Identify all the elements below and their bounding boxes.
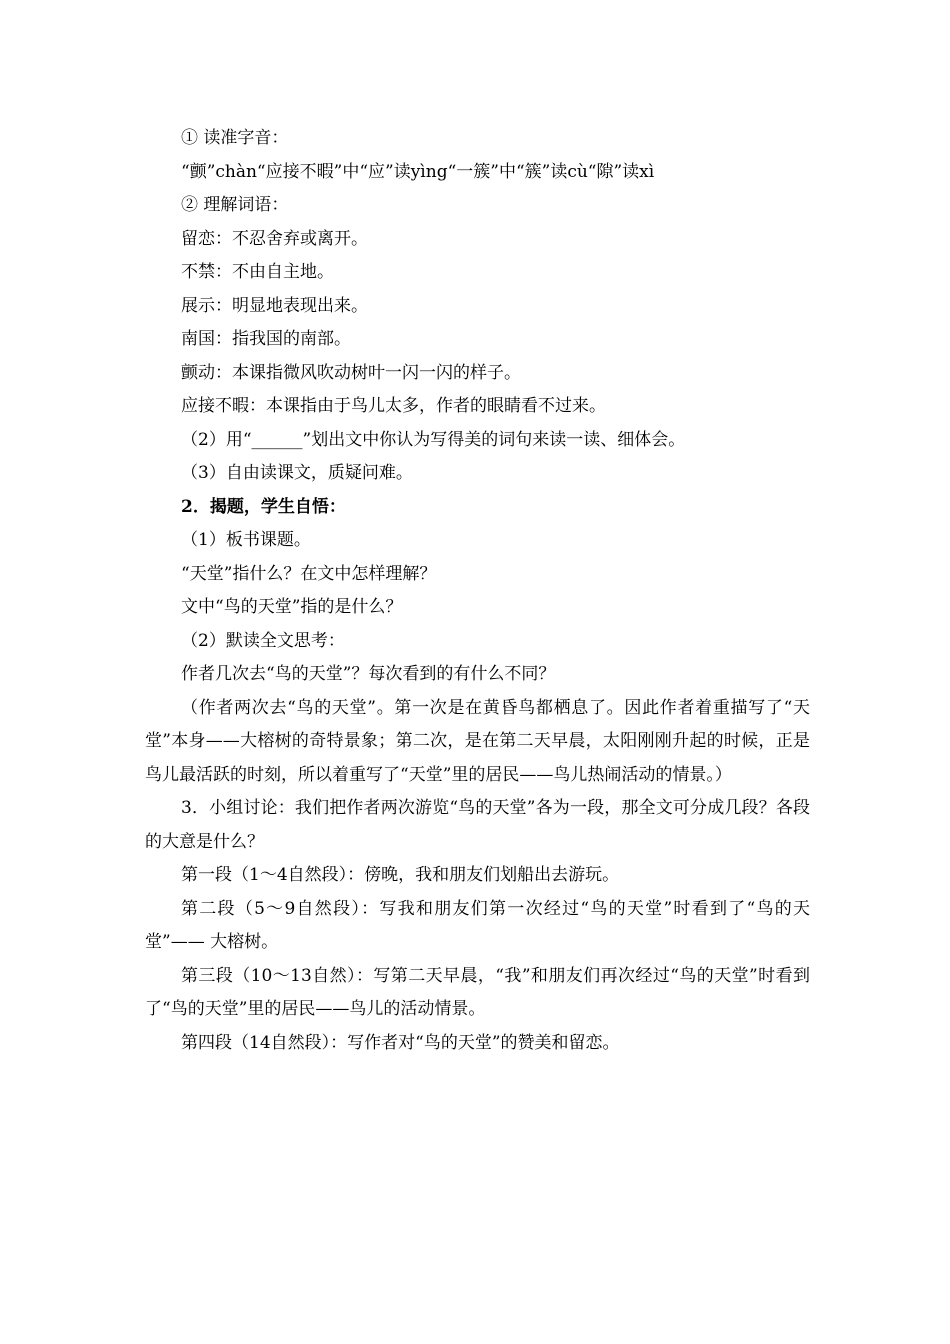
- instruction-paragraph: （2）用“______”划出文中你认为写得美的词句来读一读、细体会。: [181, 429, 686, 450]
- document-body: [145, 122, 810, 1060]
- instruction-paragraph: （1）板书课题。: [181, 530, 311, 550]
- question-paragraph: 文中“鸟的天堂”指的是什么？: [181, 597, 403, 617]
- section-summary: 第二段（5～9自然段）：写我和朋友们第一次经过“鸟的天堂”时看到了“鸟的天堂”—— 大榕树。: [145, 898, 810, 952]
- vocab-item: 颤动：本课指微风吹动树叶一闪一闪的样子。: [181, 362, 521, 383]
- instruction-paragraph: （2）默读全文思考：: [181, 630, 345, 651]
- discussion-paragraph: 3．小组讨论：我们把作者两次游览“鸟的天堂”各为一段，那全文可分成几段？各段的大意是什么？: [145, 798, 810, 852]
- section-heading-pronunciation: ① 读准字音：: [181, 128, 289, 148]
- instruction-paragraph: （3）自由读课文，质疑问难。: [181, 463, 413, 483]
- section-summary: 第三段（10～13自然）：写第二天早晨，“我”和朋友们再次经过“鸟的天堂”时看到了“鸟的天堂”里的居民——鸟儿的活动情景。: [145, 965, 810, 1019]
- section-heading-vocabulary: ② 理解词语：: [181, 195, 289, 215]
- question-paragraph: “天堂”指什么？在文中怎样理解？: [181, 563, 437, 584]
- answer-paragraph: （作者两次去“鸟的天堂”。第一次是在黄昏鸟都栖息了。因此作者着重描写了“天堂”本身——大榕树的奇特景象；第二次，是在第二天早晨，太阳刚刚升起的时候，正是鸟儿最活跃的时刻，所以着重写了“天堂”里的居民——鸟儿热闹活动的情景。）: [145, 697, 810, 785]
- section-summary: 第一段（1～4自然段）：傍晚，我和朋友们划船出去游玩。: [181, 865, 620, 885]
- pronunciation-list: “颤”chàn“应接不暇”中“应”读yìng“一簇”中“簇”读cù“隙”读xì: [181, 161, 655, 182]
- vocab-item: 展示：明显地表现出来。: [181, 295, 368, 316]
- vocab-item: 南国：指我国的南部。: [181, 329, 351, 349]
- section-heading-topic: 2．揭题，学生自悟：: [181, 496, 346, 517]
- vocab-item: 留恋：不忍舍弃或离开。: [181, 228, 368, 249]
- vocab-item: 不禁：不由自主地。: [181, 262, 334, 282]
- vocab-item: 应接不暇：本课指由于鸟儿太多，作者的眼睛看不过来。: [181, 396, 606, 416]
- question-paragraph: 作者几次去“鸟的天堂”？每次看到的有什么不同？: [181, 664, 556, 684]
- section-summary: 第四段（14自然段）：写作者对“鸟的天堂”的赞美和留恋。: [181, 1032, 620, 1053]
